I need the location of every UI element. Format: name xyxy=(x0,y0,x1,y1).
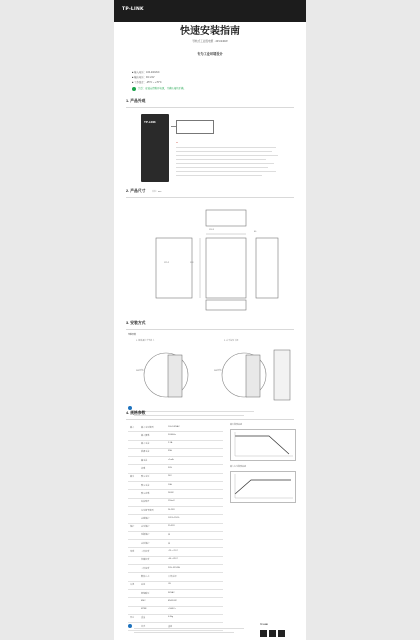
table-value: 24V xyxy=(168,475,172,478)
info-icon xyxy=(128,406,132,410)
warning-label: ▲ xyxy=(176,142,178,144)
footer xyxy=(114,622,306,640)
table-value: 240W xyxy=(168,491,174,494)
table-value: 0.8kg xyxy=(168,616,174,619)
table-key: 外壳 xyxy=(141,625,146,628)
table-group: 输出 xyxy=(130,476,135,479)
chart-title: 输入电压降额曲线 xyxy=(230,466,247,468)
table-value: 是 xyxy=(168,534,171,537)
table-key: 输入频率 xyxy=(141,434,150,437)
header-bar xyxy=(114,0,306,22)
section-title: 2. 产品尺寸 xyxy=(126,189,146,193)
rail-label: DIN导轨 xyxy=(136,370,144,372)
table-value: -25~+70°C xyxy=(168,550,179,553)
table-group: 输入 xyxy=(130,426,135,429)
table-key: 工作温度 xyxy=(141,551,150,554)
table-key: 短路保护 xyxy=(141,534,150,537)
input-derating-chart xyxy=(230,471,296,503)
divider xyxy=(126,329,294,330)
check-icon xyxy=(132,87,136,91)
table-value: <1mA xyxy=(168,458,174,461)
table-value: 2.5A xyxy=(168,442,173,445)
device-image xyxy=(141,114,169,182)
dimension-drawing xyxy=(126,200,294,315)
qr-code-icon xyxy=(260,630,267,637)
derating-chart xyxy=(230,429,296,461)
rail-label: DIN导轨 xyxy=(214,370,222,372)
chart-title: 输出降额曲线 xyxy=(230,424,243,426)
table-key: 散热方式 xyxy=(141,575,150,578)
table-value: 29-33V xyxy=(168,525,175,528)
table-value: -40~+85°C xyxy=(168,558,179,561)
install-step: 2. 向下按压卡扣 xyxy=(224,340,239,342)
table-key: 浪涌电流 xyxy=(141,451,150,454)
table-key: 漏电流 xyxy=(141,459,148,462)
table-group: 环境 xyxy=(130,551,135,554)
table-key: 纹波噪声 xyxy=(141,501,150,504)
spec-line: ■ 输入电压：100-240VAC xyxy=(132,71,160,74)
table-key: 额定电流 xyxy=(141,484,150,487)
table-key: 重量 xyxy=(141,617,146,620)
table-key: 效率 xyxy=(141,468,146,471)
dimension-value: 125.2 xyxy=(164,262,170,264)
table-group: 其它 xyxy=(130,617,135,620)
section-title: 3. 安装方式 xyxy=(126,321,146,325)
section-title: 4. 规格参数 xyxy=(126,411,146,415)
dimension-unit: 单位：mm xyxy=(152,191,162,193)
table-value: 35A xyxy=(168,450,172,453)
table-value: 24-28V xyxy=(168,508,175,511)
table-key: 绝缘耐压 xyxy=(141,592,150,595)
table-key: 电压调节范围 xyxy=(141,509,154,512)
table-value: 150mV xyxy=(168,500,175,503)
table-key: 输入电流 xyxy=(141,443,150,446)
table-key: MTBF xyxy=(141,608,147,611)
info-icon xyxy=(128,624,132,628)
note-text: 注意：安装前请断开电源，并确认接线正确。 xyxy=(138,87,186,90)
dimension-value: 123 xyxy=(190,262,194,264)
table-key: 输入电压范围 xyxy=(141,426,154,429)
device-brand: TP-LINK xyxy=(144,120,156,124)
qr-code-icon xyxy=(269,630,276,637)
table-key: 过载保护 xyxy=(141,517,150,520)
table-value: 20%-95%RH xyxy=(168,566,181,569)
qr-code-icon xyxy=(278,630,285,637)
table-group: 保护 xyxy=(130,526,135,529)
table-key: 额定电压 xyxy=(141,476,150,479)
table-value: 金属 xyxy=(168,625,173,628)
guide-tagline: 专为工业环境设计 xyxy=(197,52,223,56)
table-key: 工作湿度 xyxy=(141,567,150,570)
table-value: 100-240VAC xyxy=(168,425,180,428)
table-value: 自然冷却 xyxy=(168,575,177,578)
document-page xyxy=(114,0,306,640)
divider xyxy=(126,107,294,108)
table-key: 额定功率 xyxy=(141,492,150,495)
divider xyxy=(126,419,294,420)
table-value: CE xyxy=(168,583,171,586)
install-label: 导轨安装 xyxy=(128,334,137,336)
section-title: 1. 产品外观 xyxy=(126,99,146,103)
brand-logo: TP-LINK xyxy=(122,7,144,12)
install-diagram xyxy=(126,345,294,405)
dimension-value: 60 xyxy=(254,231,257,233)
spec-line: ■ 工作温度：-25°C ~ +70°C xyxy=(132,81,162,84)
spec-line: ■ 输出电压：DC 24V xyxy=(132,76,155,79)
dimension-value: 124.5 xyxy=(209,229,215,231)
table-value: 3KVAC xyxy=(168,591,175,594)
product-label xyxy=(176,120,214,134)
table-value: 10A xyxy=(168,483,172,486)
table-key: 过压保护 xyxy=(141,526,150,529)
table-key: 存储温度 xyxy=(141,559,150,562)
table-value: 是 xyxy=(168,542,171,545)
table-key: EMC xyxy=(141,599,146,602)
footer-brand: TP-LINK xyxy=(260,624,268,626)
divider xyxy=(126,197,294,198)
table-value: EN55032 xyxy=(168,599,177,602)
table-value: 105%-150% xyxy=(168,516,180,519)
table-value: >500K h xyxy=(168,608,176,611)
table-key: 过温保护 xyxy=(141,542,150,545)
table-value: 90% xyxy=(168,467,173,470)
table-group: 安规 xyxy=(130,584,135,587)
install-step: 1. 将设备挂于导轨上 xyxy=(136,340,155,342)
table-key: 认证 xyxy=(141,584,146,587)
guide-title: 快速安装指南 xyxy=(180,26,240,37)
table-value: 50/60Hz xyxy=(168,433,176,436)
guide-subtitle: 导轨式工业级电源 · 24V/240W xyxy=(192,40,228,43)
